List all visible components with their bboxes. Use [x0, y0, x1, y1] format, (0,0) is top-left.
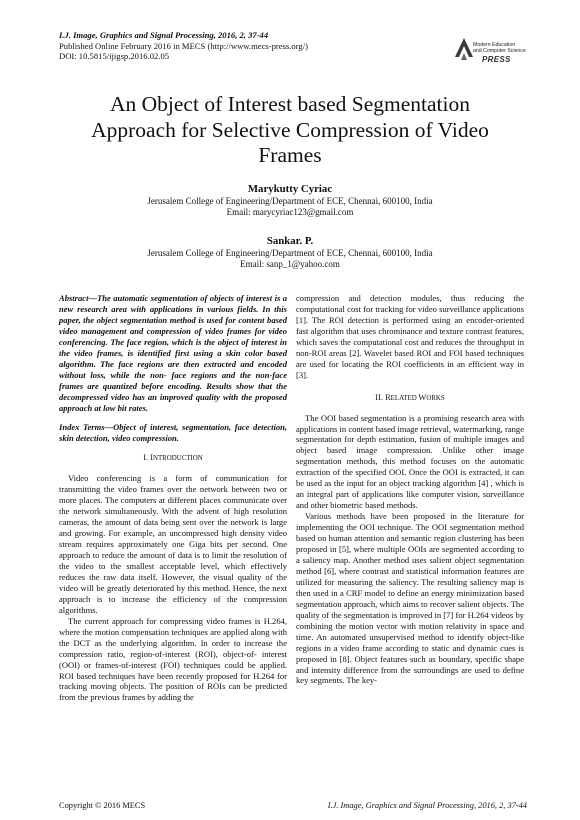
- author-affiliation: Jerusalem College of Engineering/Department of ECE, Chennai, 600100, India: [147, 196, 433, 206]
- footer-journal: I.J. Image, Graphics and Signal Processing, 2016, 2, 37-44: [327, 801, 527, 810]
- author-affiliation: Jerusalem College of Engineering/Department of ECE, Chennai, 600100, India: [147, 248, 433, 258]
- paragraph-continued: compression and detection modules, thus reducing the computational cost for tracking for video surveillance applications [1]. The ROI detection is performed using an encoder-oriented fast algorithm that uses chrominance and texture contrast features, which saves the computational cost and reduces the throughput in non-ROI areas [2]. Wavelet based ROI and FOI based techniques are used for locating the ROI coefficients in an efficient way in [3].: [296, 293, 524, 380]
- logo-text: Modern Education and Computer Science: [473, 42, 526, 55]
- logo-press: PRESS: [482, 55, 511, 64]
- mecs-press-logo: [452, 30, 532, 70]
- section-heading-related-works: II. RELATED WORKS: [375, 392, 445, 402]
- author-email: Email: sanp_1@yahoo.com: [240, 259, 340, 270]
- author-name: Sankar. P.: [266, 235, 314, 247]
- publication-info: Published Online February 2016 in MECS (http://www.mecs-press.org/): [59, 40, 308, 51]
- index-terms-text: —Object of interest, segmentation, face detection, skin detection, video compression.: [59, 422, 287, 444]
- abstract-text: —The automatic segmentation of objects of interest is a new research area with applications in various fields. In this paper, the object segmentation method is used for content based video management and compression of video frames for video conferencing. The face region, which is the object of interest in the video frames, is identified first using a skin color based algorithm. The face regions are then extracted and encoded without loss, while the non- face regions and the non-face frames are quantized before encoding. Results show that the decompressed video has an improved quality with the proposed approach at low bit rates.: [59, 293, 287, 413]
- author-block-2: [40, 234, 540, 270]
- doi: DOI: 10.5815/ijigsp.2016.02.05: [59, 51, 170, 62]
- paragraph: The OOI based segmentation is a promising research area with applications in content based image retrieval, watermarking, range segmentation for depth estimation, fusion of multiple images and object based image compression. Unlike other image segmentation methods, this method focuses on the automatic extraction of the specified OOI. Once the OOI is extracted, it can be used as the input for an object tracking algorithm [4] , which is an integral part of applications like computer vision, surveillance and other biometric based methods.: [296, 412, 524, 511]
- author-email: Email: marycyriac123@gmail.com: [226, 207, 354, 218]
- paper-title: An Object of Interest based Segmentation Approach for Selective Compression of Video Frames: [91, 92, 489, 167]
- paragraph: Video conferencing is a form of communication for transmitting the video frames over the network between two or more places. The computers at different places communicate over the network simultaneously. With the advent of high resolution cameras, the amount of data being sent over the network is large and growing. For example, an uncompressed high density video stream requires approximately one Giga bits per second. One approach to reduce the amount of data is to limit the resolution of the video to the smallest acceptable level, which effectively reduces the raw data itself. However, the visual quality of the video will be greatly deteriorated by this method. Hence, the next approach is to increase the efficiency of the compression algorithms.: [59, 473, 287, 615]
- section-heading-introduction: I. INTRODUCTION: [143, 453, 203, 463]
- right-column: [296, 293, 524, 686]
- abstract: [59, 293, 287, 413]
- author-block-1: [40, 182, 540, 218]
- left-column: [59, 293, 287, 703]
- index-terms: [59, 422, 287, 444]
- journal-header: [59, 30, 308, 62]
- journal-citation: I.J. Image, Graphics and Signal Processing, 2016, 2, 37-44: [59, 30, 269, 40]
- abstract-label: Abstract: [59, 293, 89, 303]
- author-name: Marykutty Cyriac: [247, 183, 333, 195]
- paragraph: The current approach for compressing video frames is H.264, where the motion compensation techniques are applied along with the DCT as the underlying algorithm. In order to increase the compression ratio, region-of-interest (ROI), object-of- interest (OOI) or frames-of-interest (FOI) techniques could be applied. ROI based techniques have been recently proposed for H.264 for tracking moving objects. The position of ROIs can be predicted from the previous frames by adding the: [59, 615, 287, 703]
- index-terms-label: Index Terms: [59, 422, 105, 433]
- footer-copyright: Copyright © 2016 MECS: [59, 801, 146, 810]
- paragraph: Various methods have been proposed in the literature for implementing the OOI technique. The OOI segmentation method based on human attention and semantic region clustering has been proposed in [5], where multiple OOIs are segmented according to a saliency map. Another method uses salient object segmentation method [6], where contrast and statistical information features are utilized for measuring the saliency. The resulting saliency map is then used in a CRF model to define an energy minimization based segmentation approach, which aims to recover salient objects. The quality of the segmentation is improved in [7] for H.264 videos by combining the motion vector with motion relativity in space and time. An automated unsupervised method to identify object-like regions in a video frame according to static and dynamic cues is proposed in [8]. Object features such as boundary, specific shape and intensity difference from the surroundings are used to define key segments. The key-: [296, 511, 524, 686]
